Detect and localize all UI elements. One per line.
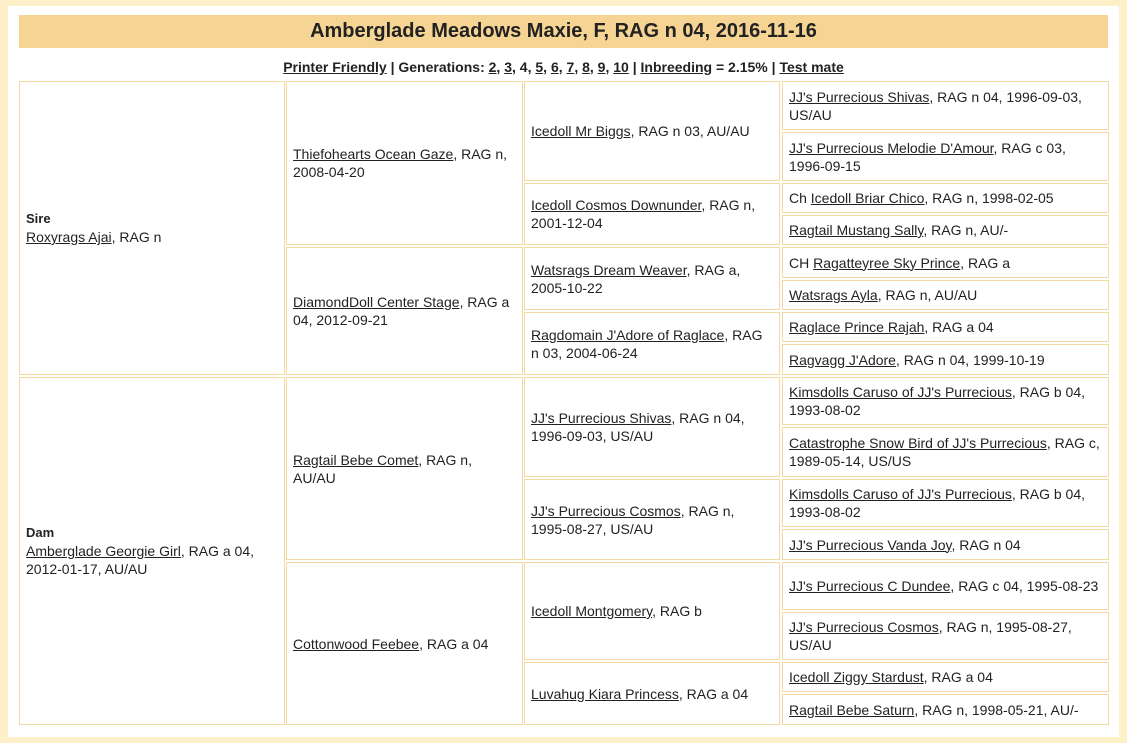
generation-comma: ,: [605, 59, 614, 75]
parent-role-label: Dam: [26, 525, 55, 540]
great-great-grandparent-cell: [782, 694, 1109, 725]
cat-name-link[interactable]: Icedoll Mr Biggs: [531, 123, 631, 139]
cat-details: , RAG n 04: [951, 536, 1021, 553]
great-grandparent-cell: [524, 562, 780, 660]
cat-details: , RAG a 04, 2012-01-17, AU/AU: [26, 543, 255, 577]
cat-details: , RAG n, AU/AU: [293, 451, 472, 486]
great-grandparent-cell: [524, 312, 780, 375]
generation-comma: ,: [574, 59, 583, 75]
cat-entry: [789, 351, 1102, 369]
generation-link-6[interactable]: 6: [550, 59, 559, 75]
great-great-grandparent-cell: [782, 612, 1109, 660]
cat-name-link[interactable]: JJ's Purrecious Cosmos: [531, 502, 681, 519]
cat-entry: [531, 685, 773, 703]
great-grandparent-cell: [524, 183, 780, 245]
great-grandparent-cell: [524, 81, 780, 181]
cat-entry: [789, 536, 1102, 554]
generation-comma: ,: [589, 59, 598, 75]
cat-entry: [789, 485, 1102, 521]
cat-name-link[interactable]: JJ's Purrecious Shivas: [789, 88, 930, 105]
great-great-grandparent-cell: [782, 529, 1109, 560]
cat-entry: [789, 189, 1102, 207]
cat-details: , RAG b 04, 1993-08-02: [789, 486, 1086, 520]
cat-details: , RAG c 04, 1995-08-23: [950, 578, 1099, 594]
cat-details: , RAG a 04: [678, 685, 749, 702]
cat-entry: [531, 502, 773, 538]
generation-link-7[interactable]: 7: [566, 59, 575, 75]
cat-name-link[interactable]: JJ's Purrecious Vanda Joy: [789, 536, 952, 553]
generation-comma: ,: [496, 59, 505, 75]
title-prefix: Ch: [789, 190, 811, 206]
cat-entry: [789, 668, 1102, 686]
dam-cell: [19, 377, 285, 725]
cat-entry: [26, 542, 278, 578]
cat-details: , RAG a 04, 2012-09-21: [293, 294, 510, 328]
cat-details: , RAG n 04, 1999-10-19: [895, 351, 1045, 368]
cat-details: , RAG c 03, 1996-09-15: [789, 139, 1066, 174]
cat-entry: [531, 409, 773, 445]
cat-entry: [789, 254, 1102, 272]
test-mate-link[interactable]: Test mate: [779, 59, 844, 75]
cat-details: , RAG n, 1995-08-27, US/AU: [531, 502, 735, 537]
generation-comma: ,: [558, 59, 567, 75]
pedigree-page: [8, 6, 1119, 737]
generation-links: [489, 59, 629, 75]
cat-entry: [531, 196, 773, 232]
toolbar-separator: |: [390, 59, 395, 75]
cat-details: , RAG a: [960, 254, 1010, 271]
cat-name-link[interactable]: Icedoll Cosmos Downunder: [531, 197, 702, 213]
cat-details: , RAG n 03, AU/AU: [630, 123, 750, 139]
cat-details: , RAG n, 1998-05-21, AU/-: [914, 701, 1079, 718]
cat-entry: [293, 293, 516, 329]
printer-friendly-link[interactable]: Printer Friendly: [283, 59, 387, 75]
cat-name-link[interactable]: Ragdomain J'Adore of Raglace: [531, 326, 725, 343]
cat-details: , RAG n, 1998-02-05: [924, 190, 1054, 206]
cat-details: , RAG n, 1995-08-27, US/AU: [789, 619, 1072, 653]
cat-entry: [789, 318, 1102, 336]
great-great-grandparent-cell: [782, 562, 1109, 610]
page-title: Amberglade Meadows Maxie, F, RAG n 04, 2016-11-16: [19, 15, 1108, 48]
cat-name-link[interactable]: DiamondDoll Center Stage: [293, 294, 460, 310]
cat-name-link[interactable]: Watsrags Ayla: [789, 287, 878, 303]
cat-name-link[interactable]: Ragtail Bebe Saturn: [789, 701, 915, 718]
cat-name-link[interactable]: Cottonwood Feebee: [293, 635, 420, 652]
cat-name-link[interactable]: Amberglade Georgie Girl: [26, 543, 181, 559]
cat-entry: [789, 221, 1102, 239]
generation-comma: ,: [543, 59, 551, 75]
cat-entry: [531, 326, 773, 362]
great-grandparent-cell: [524, 247, 780, 310]
generation-link-9[interactable]: 9: [597, 59, 606, 75]
cat-details: , RAG n 04, 1996-09-03, US/AU: [789, 88, 1082, 123]
cat-name-link[interactable]: Luvahug Kiara Princess: [531, 685, 679, 702]
cat-name-link[interactable]: Raglace Prince Rajah: [789, 319, 925, 335]
generation-link-10[interactable]: 10: [613, 59, 629, 75]
cat-entry: [789, 139, 1102, 175]
cat-entry: [789, 434, 1102, 470]
great-great-grandparent-cell: [782, 377, 1109, 425]
cat-name-link[interactable]: Ragtail Mustang Sally: [789, 222, 924, 238]
title-prefix: CH: [789, 254, 814, 271]
cat-entry: [789, 577, 1102, 595]
generation-link-3[interactable]: 3: [504, 59, 512, 75]
cat-entry: [293, 145, 516, 181]
cat-name-link[interactable]: JJ's Purrecious C Dundee: [789, 578, 951, 594]
cat-name-link[interactable]: Thiefohearts Ocean Gaze: [293, 146, 454, 162]
cat-entry: [531, 122, 773, 140]
cat-details: , RAG n, 2001-12-04: [531, 197, 756, 231]
grandparent-cell: [286, 377, 523, 560]
toolbar-separator: |: [632, 59, 637, 75]
cat-details: , RAG n 04, 1996-09-03, US/AU: [531, 410, 745, 444]
cat-entry: [531, 602, 773, 620]
cat-name-link[interactable]: JJ's Purrecious Melodie D'Amour: [789, 139, 994, 156]
parent-role-label: Sire: [26, 211, 51, 226]
cat-entry: [789, 383, 1102, 419]
great-grandparent-cell: [524, 377, 780, 477]
cat-details: , RAG b: [652, 603, 702, 619]
cat-details: , RAG a 04: [924, 319, 994, 335]
great-great-grandparent-cell: [782, 479, 1109, 527]
cat-entry: [293, 451, 516, 487]
cat-details: , RAG n, 2008-04-20: [293, 146, 507, 180]
cat-name-link[interactable]: Kimsdolls Caruso of JJ's Purrecious: [789, 384, 1012, 400]
cat-entry: [789, 286, 1102, 304]
cat-name-link[interactable]: Roxyrags Ajai: [26, 229, 112, 245]
great-great-grandparent-cell: [782, 344, 1109, 375]
cat-details: , RAG n 03, 2004-06-24: [531, 326, 763, 361]
cat-name-link[interactable]: Watsrags Dream Weaver: [531, 261, 687, 278]
generations-label: Generations:: [398, 59, 485, 75]
generation-comma: ,: [512, 59, 520, 75]
inbreeding-value: = 2.15%: [712, 59, 768, 75]
great-great-grandparent-cell: [782, 280, 1109, 310]
great-great-grandparent-cell: [782, 183, 1109, 213]
cat-details: , RAG n, AU/AU: [877, 287, 978, 303]
grandparent-cell: [286, 81, 523, 245]
sire-cell: [19, 81, 285, 375]
toolbar-separator: |: [771, 59, 776, 75]
cat-name-link[interactable]: Icedoll Ziggy Stardust: [789, 669, 924, 685]
great-grandparent-cell: [524, 662, 780, 725]
cat-name-link[interactable]: Icedoll Briar Chico: [810, 190, 925, 206]
cat-details: , RAG b 04, 1993-08-02: [789, 384, 1086, 418]
great-great-grandparent-cell: [782, 247, 1109, 278]
cat-details: , RAG n, AU/-: [923, 222, 1009, 238]
generation-link-5[interactable]: 5: [535, 59, 544, 75]
great-great-grandparent-cell: [782, 427, 1109, 477]
great-great-grandparent-cell: [782, 215, 1109, 245]
great-great-grandparent-cell: [782, 132, 1109, 181]
pedigree-toolbar: [8, 57, 1119, 77]
cat-details: , RAG a 04: [419, 635, 489, 652]
cat-name-link[interactable]: Ragvagg J'Adore: [789, 351, 896, 368]
cat-name-link[interactable]: Catastrophe Snow Bird of JJ's Purrecious: [789, 435, 1047, 451]
cat-name-link[interactable]: Ragatteyree Sky Prince: [813, 254, 961, 271]
grandparent-cell: [286, 247, 523, 375]
great-grandparent-cell: [524, 479, 780, 560]
great-great-grandparent-cell: [782, 81, 1109, 130]
cat-name-link[interactable]: JJ's Purrecious Shivas: [531, 410, 672, 426]
cat-entry: [293, 635, 516, 653]
grandparent-cell: [286, 562, 523, 725]
cat-entry: [531, 261, 773, 297]
cat-name-link[interactable]: Icedoll Montgomery: [531, 603, 653, 619]
great-great-grandparent-cell: [782, 312, 1109, 342]
cat-entry: [789, 701, 1102, 719]
great-great-grandparent-cell: [782, 662, 1109, 692]
cat-entry: [26, 228, 278, 246]
cat-details: , RAG a, 2005-10-22: [531, 261, 741, 296]
generation-link-4: 4: [519, 59, 528, 75]
inbreeding-link[interactable]: Inbreeding: [640, 59, 713, 75]
cat-entry: [789, 88, 1102, 124]
generation-comma: ,: [527, 59, 536, 75]
cat-details: , RAG a 04: [923, 669, 993, 685]
cat-name-link[interactable]: Kimsdolls Caruso of JJ's Purrecious: [789, 486, 1012, 502]
cat-name-link[interactable]: JJ's Purrecious Cosmos: [789, 619, 939, 635]
cat-details: , RAG c, 1989-05-14, US/US: [789, 435, 1100, 469]
cat-details: , RAG n: [111, 229, 162, 245]
generation-link-8[interactable]: 8: [582, 59, 590, 75]
cat-name-link[interactable]: Ragtail Bebe Comet: [293, 451, 419, 468]
generation-link-2[interactable]: 2: [488, 59, 497, 75]
cat-entry: [789, 618, 1102, 654]
